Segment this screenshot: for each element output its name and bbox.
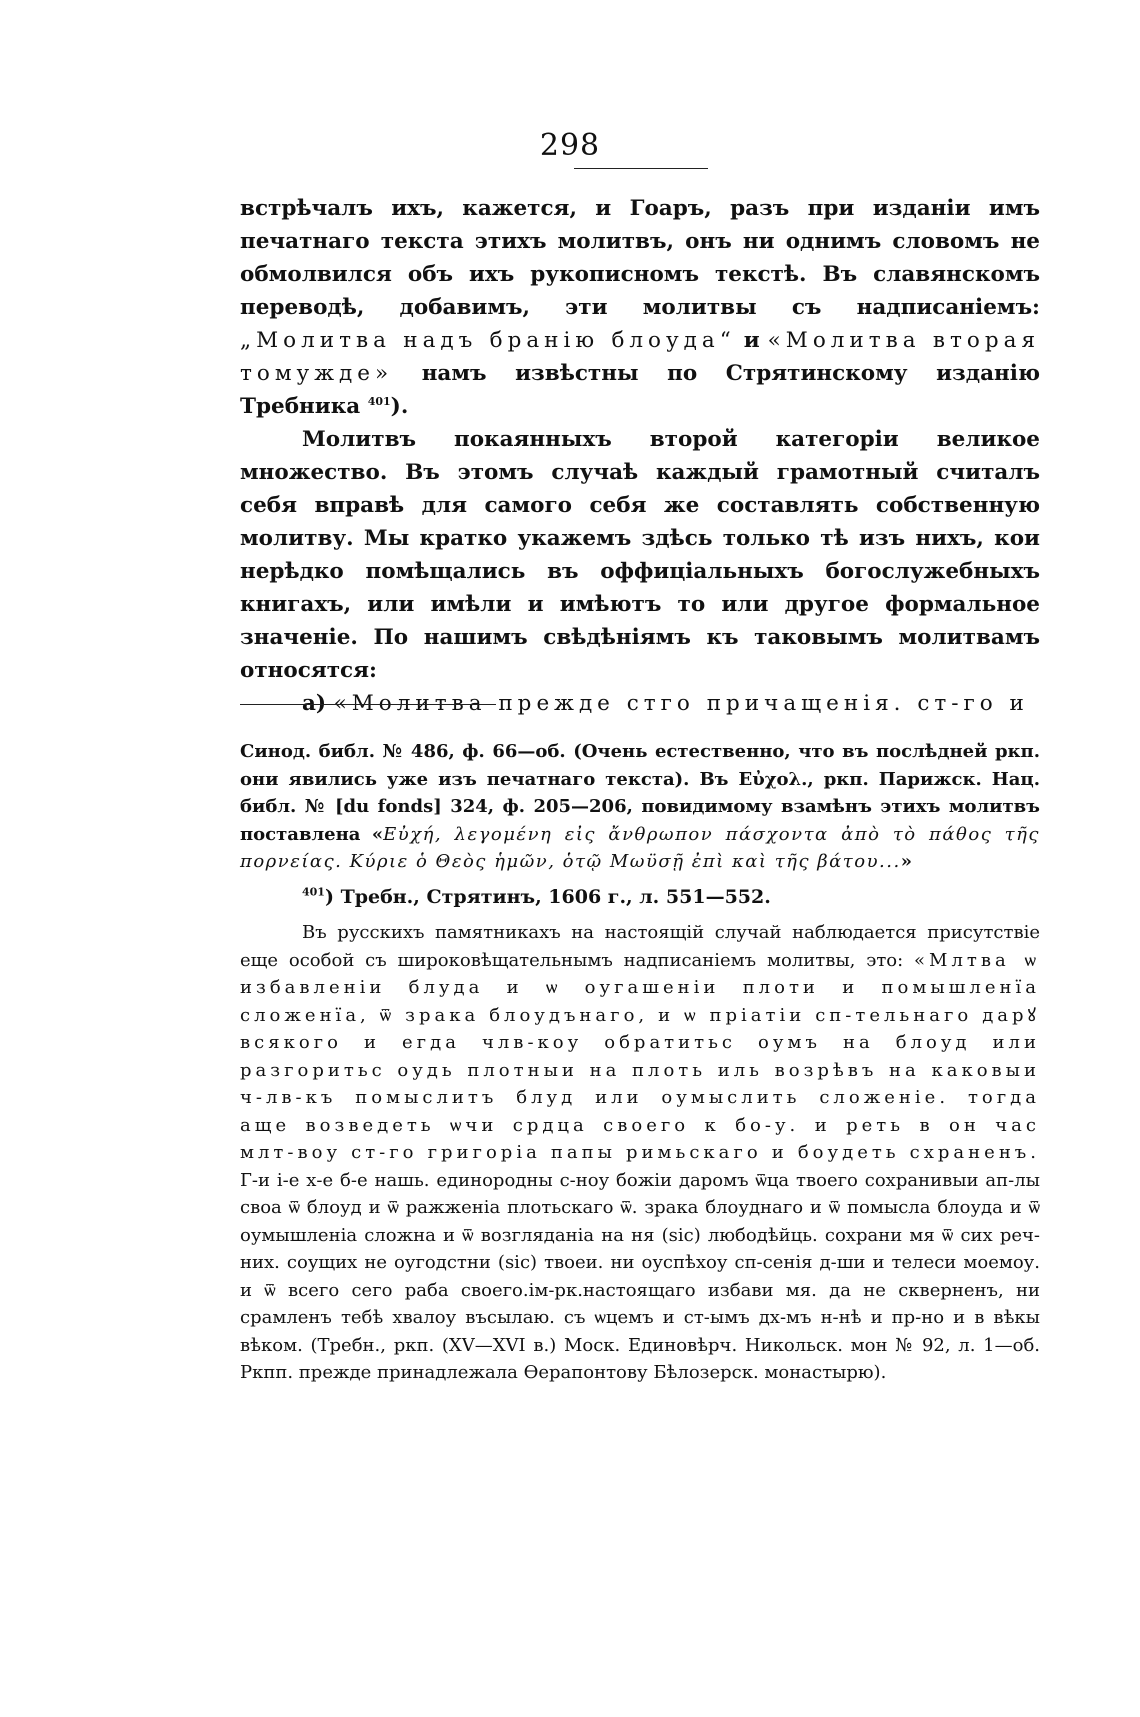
greek-quote: Εὐχή, λεγομένη εἰς ἄνθρωπον πάσχοντα ἀπὸ τὸ πάθος τῆς πορνείας. Κύριε ὁ Θεὸς ἡμῶν, ὁτῷ Μωϋσῇ ἐπὶ καὶ τῆς βάτου... [240, 823, 1040, 872]
footnote-body-rest: Г-и і-е х-е б-е нашь. единородны с-ноу божіи даромъ ѿца твоего сохранивыи ап-лы своа ѿ блоуд и ѿ ражженіа плотьскаго ѿ. зрака блоуднаго и ѿ помысла блоуда и ѿ оумышленіа сложна и ѿ возгляданіа на ня (sic) любодѣйць. сохрани мя ѿ сих реч-них. соущих не оугодстни (sic) твоеи. ни оуспѣхоу сп-сенія д-ши и телеси моемоу. и ѿ всего сего раба своего.ім-рк.настоящаго избави мя. да не скверненъ, ни срамленъ тебѣ хвалоу въсылаю. съ ѡцемъ и ст-ымъ дх-мъ н-нѣ и пр-но и в вѣкы вѣком. (Требн., ркп. (XV—XVI в.) Моск. Единовѣрч. Никольск. мон № 92, л. 1—об. Ркпп. прежде принадлежала Ѳерапонтову Бѣлозерск. монастырю). [240, 1169, 1040, 1383]
footnote-401-mark: 401 [302, 885, 325, 899]
main-text [240, 192, 1040, 720]
paragraph-1-close: ). [390, 394, 409, 419]
footnote-rule [240, 704, 496, 705]
page-number: 298 [539, 128, 601, 163]
footnote-continuation [240, 738, 1040, 876]
footnote-401-text: ) Требн., Стрятинъ, 1606 г., л. 551—552. [324, 885, 771, 908]
list-item-a-text: «Молитва прежде стго причащенія. ст-го и [333, 691, 1029, 716]
church-slavonic-prayer-title: «Млтва ѡ избавленіи блуда и ѡ оугашеніи плоти и помышленїа сложенїа, ѿ зрака блоудънаго, и ѡ пріатіи сп-тельнаго дарꙋ всякого и егда члв-коу обратитьс оумъ на блоуд или разгоритьс оудь плотныи на плоть иль возрѣвъ на каковыи ч-лв-къ помыслитъ блуд или оумыслить сложеніе. тогда аще возведеть ѡчи срдца своего к бо-у. и реть в он час млт-воу ст-го григоріа папы римьскаго и боудеть схраненъ. [240, 949, 1040, 1163]
paragraph-1-text: встрѣчалъ ихъ, кажется, и Гоаръ, разъ при изданіи имъ печатнаго текста этихъ молитвъ, онъ ни однимъ словомъ не обмолвился объ ихъ рукописномъ текстѣ. Въ славянскомъ переводѣ, добавимъ, эти молитвы съ надписаніемъ: [240, 196, 1040, 320]
page-number-rule [574, 168, 708, 169]
prayer-title-1: „Молитва надъ бранію блоуда“ [240, 328, 736, 353]
footnote-ref-401: 401 [367, 394, 391, 408]
footnotes [240, 738, 1040, 1387]
footnote-401 [240, 884, 1040, 912]
footnote-body-intro: Въ русскихъ памятникахъ на настоящій случай наблюдается присутствіе еще особой съ широковѣщательнымъ надписаніемъ молитвы, это: [240, 922, 1040, 971]
footnote-continuation-text: Синод. библ. № 486, ф. 66—об. (Очень естественно, что въ послѣдней ркп. они явились уже изъ печатнаго текста). Въ Εὐχολ., ркп. Парижск. Нац. библ. № [du fonds] 324, ф. 205—206, повидимому взамѣнъ этихъ молитвъ поставлена « [240, 741, 1040, 845]
prayer-title-2: «Молитва вторая томужде» [240, 328, 1041, 386]
list-item-a-label: а) [302, 691, 334, 716]
paragraph-1 [240, 192, 1040, 423]
paragraph-2: Молитвъ покаянныхъ второй категоріи великое множество. Въ этомъ случаѣ каждый грамотный считалъ себя вправѣ для самого себя же составлять собственную молитву. Мы кратко укажемъ здѣсь только тѣ изъ нихъ, кои нерѣдко помѣщались въ оффиціальныхъ богослужебныхъ книгахъ, или имѣли и имѣютъ то или другое формальное значеніе. По нашимъ свѣдѣніямъ къ таковымъ молитвамъ относятся: [240, 427, 1040, 683]
paragraph-1-conj: и [735, 328, 768, 353]
footnote-continuation-close: » [900, 851, 912, 872]
footnote-body [240, 919, 1040, 1387]
paragraph-1-end: намъ извѣстны по Стрятинскому изданію Требника [240, 361, 1040, 419]
